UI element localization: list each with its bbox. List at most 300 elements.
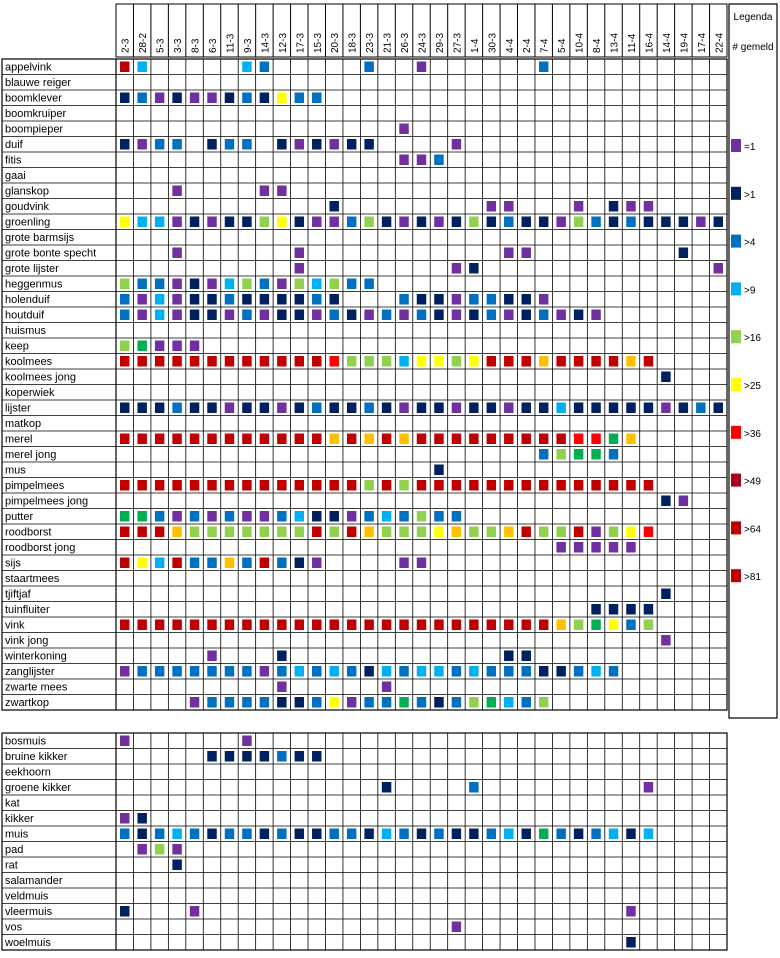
- cell-mark: [609, 666, 618, 677]
- cell-mark: [295, 434, 304, 445]
- cell-mark: [417, 558, 426, 569]
- cell-mark: [399, 310, 408, 321]
- cell-mark: [574, 201, 583, 212]
- cell-mark: [277, 666, 286, 677]
- cell-mark: [120, 93, 129, 104]
- cell-mark: [277, 310, 286, 321]
- cell-mark: [172, 341, 181, 352]
- cell-mark: [644, 356, 653, 367]
- cell-mark: [364, 279, 373, 290]
- cell-mark: [714, 217, 723, 228]
- cell-mark: [679, 496, 688, 507]
- cell-mark: [207, 620, 216, 631]
- cell-mark: [155, 139, 164, 150]
- cell-mark: [452, 697, 461, 708]
- cell-mark: [434, 155, 443, 166]
- cell-mark: [382, 829, 391, 840]
- row-label-glanskop: glanskop: [5, 185, 50, 198]
- cell-mark: [522, 666, 531, 677]
- cell-mark: [295, 697, 304, 708]
- cell-mark: [644, 217, 653, 228]
- cell-mark: [364, 620, 373, 631]
- cell-mark: [312, 217, 321, 228]
- cell-mark: [120, 310, 129, 321]
- cell-mark: [399, 511, 408, 522]
- cell-mark: [172, 480, 181, 491]
- cell-mark: [120, 217, 129, 228]
- legend-swatch: [731, 474, 741, 487]
- cell-mark: [556, 480, 565, 491]
- cell-mark: [172, 217, 181, 228]
- x-tick-label: 16-4: [644, 32, 656, 53]
- cell-mark: [591, 217, 600, 228]
- cell-mark: [260, 294, 269, 305]
- cell-mark: [277, 829, 286, 840]
- cell-mark: [539, 294, 548, 305]
- cell-mark: [312, 310, 321, 321]
- cell-mark: [347, 403, 356, 414]
- cell-mark: [120, 480, 129, 491]
- cell-mark: [207, 527, 216, 538]
- cell-mark: [312, 527, 321, 538]
- cell-mark: [644, 403, 653, 414]
- cell-mark: [696, 403, 705, 414]
- cell-mark: [556, 449, 565, 460]
- cell-mark: [137, 666, 146, 677]
- x-tick-label: 8-4: [592, 38, 604, 53]
- row-label-veldmuis: veldmuis: [5, 890, 49, 903]
- cell-mark: [312, 697, 321, 708]
- legend-label: >25: [744, 381, 761, 392]
- cell-mark: [225, 139, 234, 150]
- row-label-mus: mus: [5, 464, 26, 477]
- cell-mark: [190, 403, 199, 414]
- cell-mark: [277, 434, 286, 445]
- row-label-koolmees-jong: koolmees jong: [5, 371, 76, 384]
- cell-mark: [207, 139, 216, 150]
- row-label-goudvink: goudvink: [5, 201, 50, 213]
- cell-mark: [137, 62, 146, 73]
- cell-mark: [399, 480, 408, 491]
- cell-mark: [120, 813, 129, 824]
- cell-mark: [504, 356, 513, 367]
- cell-mark: [696, 217, 705, 228]
- cell-mark: [329, 201, 338, 212]
- cell-mark: [155, 93, 164, 104]
- cell-mark: [399, 829, 408, 840]
- legend-subtitle: # gemeld: [732, 42, 774, 53]
- row-label-grote-barmsijs: grote barmsijs: [5, 232, 75, 244]
- row-label-tjiftjaf: tjiftjaf: [5, 588, 31, 601]
- cell-mark: [120, 434, 129, 445]
- cell-mark: [295, 248, 304, 259]
- cell-mark: [242, 403, 251, 414]
- x-tick-label: 5-4: [557, 38, 569, 53]
- cell-mark: [312, 139, 321, 150]
- cell-mark: [242, 434, 251, 445]
- cell-mark: [434, 511, 443, 522]
- row-label-vleermuis: vleermuis: [5, 906, 53, 918]
- cell-mark: [661, 372, 670, 383]
- cell-mark: [207, 697, 216, 708]
- cell-mark: [190, 666, 199, 677]
- cell-mark: [609, 403, 618, 414]
- cell-mark: [522, 403, 531, 414]
- cell-mark: [452, 666, 461, 677]
- cell-mark: [522, 651, 531, 662]
- cell-mark: [609, 449, 618, 460]
- cell-mark: [120, 906, 129, 917]
- legend-label: >16: [744, 333, 761, 345]
- x-tick-label: 11-4: [626, 33, 638, 53]
- cell-mark: [574, 829, 583, 840]
- cell-mark: [295, 263, 304, 274]
- row-label-zwartkop: zwartkop: [5, 697, 50, 709]
- cell-mark: [329, 527, 338, 538]
- cell-mark: [155, 434, 164, 445]
- row-label-zwarte-mees: zwarte mees: [5, 681, 68, 694]
- cell-mark: [137, 813, 146, 824]
- cell-mark: [155, 527, 164, 538]
- cell-mark: [487, 620, 496, 631]
- cell-mark: [190, 93, 199, 104]
- cell-mark: [242, 93, 251, 104]
- cell-mark: [207, 93, 216, 104]
- cell-mark: [626, 403, 635, 414]
- cell-mark: [574, 356, 583, 367]
- cell-mark: [242, 62, 251, 73]
- cell-mark: [609, 542, 618, 553]
- cell-mark: [242, 279, 251, 290]
- cell-mark: [626, 434, 635, 445]
- cell-mark: [626, 201, 635, 212]
- cell-mark: [137, 294, 146, 305]
- cell-mark: [260, 480, 269, 491]
- cell-mark: [504, 666, 513, 677]
- cell-mark: [417, 697, 426, 708]
- cell-mark: [591, 356, 600, 367]
- cell-mark: [522, 434, 531, 445]
- cell-mark: [172, 844, 181, 855]
- cell-mark: [225, 93, 234, 104]
- cell-mark: [207, 279, 216, 290]
- cell-mark: [522, 310, 531, 321]
- row-label-putter: putter: [5, 511, 34, 523]
- cell-mark: [452, 217, 461, 228]
- cell-mark: [312, 829, 321, 840]
- cell-mark: [190, 279, 199, 290]
- cell-mark: [277, 751, 286, 762]
- cell-mark: [295, 527, 304, 538]
- cell-mark: [260, 62, 269, 73]
- cell-mark: [312, 434, 321, 445]
- cell-mark: [260, 279, 269, 290]
- cell-mark: [399, 666, 408, 677]
- cell-mark: [190, 341, 199, 352]
- cell-mark: [225, 403, 234, 414]
- row-label-boomkruiper: boomkruiper: [5, 108, 67, 120]
- legend-swatch: [731, 521, 741, 534]
- cell-mark: [225, 480, 234, 491]
- cell-mark: [469, 782, 478, 793]
- cell-mark: [539, 620, 548, 631]
- cell-mark: [364, 62, 373, 73]
- cell-mark: [504, 829, 513, 840]
- cell-mark: [312, 93, 321, 104]
- cell-mark: [277, 480, 286, 491]
- cell-mark: [225, 310, 234, 321]
- cell-mark: [399, 155, 408, 166]
- cell-mark: [295, 356, 304, 367]
- x-tick-label: 10-4: [574, 32, 586, 53]
- cell-mark: [487, 697, 496, 708]
- cell-mark: [172, 558, 181, 569]
- cell-mark: [155, 480, 164, 491]
- cell-mark: [137, 480, 146, 491]
- row-label-vink: vink: [5, 619, 25, 632]
- cell-mark: [469, 620, 478, 631]
- x-tick-label: 21-3: [382, 32, 394, 53]
- x-tick-label: 19-4: [679, 32, 691, 53]
- cell-mark: [137, 217, 146, 228]
- row-label-blauwe-reiger: blauwe reiger: [5, 77, 72, 89]
- cell-mark: [661, 496, 670, 507]
- cell-mark: [295, 751, 304, 762]
- cell-mark: [469, 829, 478, 840]
- cell-mark: [225, 511, 234, 522]
- cell-mark: [329, 666, 338, 677]
- cell-mark: [260, 527, 269, 538]
- cell-mark: [207, 217, 216, 228]
- cell-mark: [556, 403, 565, 414]
- row-label-keep: keep: [5, 340, 29, 353]
- cell-mark: [329, 310, 338, 321]
- cell-mark: [452, 356, 461, 367]
- row-label-vos: vos: [5, 921, 23, 934]
- cell-mark: [434, 310, 443, 321]
- cell-mark: [347, 620, 356, 631]
- cell-mark: [260, 751, 269, 762]
- cell-mark: [522, 480, 531, 491]
- row-label-pimpelmees-jong: pimpelmees jong: [5, 495, 89, 508]
- cell-mark: [574, 527, 583, 538]
- cell-mark: [120, 279, 129, 290]
- cell-mark: [661, 217, 670, 228]
- cell-mark: [260, 186, 269, 197]
- cell-mark: [260, 829, 269, 840]
- cell-mark: [120, 666, 129, 677]
- cell-mark: [137, 356, 146, 367]
- cell-mark: [242, 697, 251, 708]
- cell-mark: [190, 294, 199, 305]
- cell-mark: [172, 511, 181, 522]
- cell-mark: [364, 217, 373, 228]
- x-tick-label: 24-3: [417, 32, 429, 53]
- cell-mark: [417, 294, 426, 305]
- cell-mark: [609, 480, 618, 491]
- cell-mark: [399, 124, 408, 135]
- cell-mark: [155, 511, 164, 522]
- cell-mark: [364, 403, 373, 414]
- cell-mark: [452, 263, 461, 274]
- cell-mark: [225, 666, 234, 677]
- cell-mark: [137, 279, 146, 290]
- cell-mark: [277, 697, 286, 708]
- cell-mark: [155, 666, 164, 677]
- cell-mark: [225, 527, 234, 538]
- cell-mark: [504, 434, 513, 445]
- cell-mark: [225, 558, 234, 569]
- cell-mark: [522, 697, 531, 708]
- cell-mark: [295, 403, 304, 414]
- cell-mark: [137, 93, 146, 104]
- row-label-grote-lijster: grote lijster: [5, 263, 59, 275]
- cell-mark: [172, 434, 181, 445]
- cell-mark: [155, 620, 164, 631]
- cell-mark: [207, 356, 216, 367]
- cell-mark: [277, 186, 286, 197]
- cell-mark: [277, 217, 286, 228]
- cell-mark: [574, 434, 583, 445]
- cell-mark: [609, 829, 618, 840]
- x-tick-label: 2-3: [120, 38, 132, 53]
- cell-mark: [295, 217, 304, 228]
- cell-mark: [417, 666, 426, 677]
- cell-mark: [609, 434, 618, 445]
- cell-mark: [382, 527, 391, 538]
- cell-mark: [312, 511, 321, 522]
- cell-mark: [277, 620, 286, 631]
- cell-mark: [172, 829, 181, 840]
- cell-mark: [225, 279, 234, 290]
- cell-mark: [434, 403, 443, 414]
- cell-mark: [347, 356, 356, 367]
- cell-mark: [190, 310, 199, 321]
- cell-mark: [452, 829, 461, 840]
- row-label-sijs: sijs: [5, 557, 21, 570]
- cell-mark: [277, 527, 286, 538]
- cell-mark: [260, 356, 269, 367]
- cell-mark: [155, 294, 164, 305]
- cell-mark: [242, 511, 251, 522]
- cell-mark: [452, 922, 461, 933]
- cell-mark: [260, 666, 269, 677]
- cell-mark: [644, 201, 653, 212]
- cell-mark: [382, 511, 391, 522]
- cell-mark: [626, 217, 635, 228]
- cell-mark: [329, 139, 338, 150]
- row-label-houtduif: houtduif: [5, 309, 45, 322]
- cell-mark: [312, 480, 321, 491]
- legend-swatch: [731, 378, 741, 391]
- cell-mark: [679, 248, 688, 259]
- cell-mark: [260, 403, 269, 414]
- cell-mark: [539, 697, 548, 708]
- cell-mark: [172, 620, 181, 631]
- row-label-merel: merel: [5, 433, 33, 446]
- cell-mark: [434, 217, 443, 228]
- cell-mark: [644, 480, 653, 491]
- cell-mark: [714, 263, 723, 274]
- cell-mark: [591, 403, 600, 414]
- cell-mark: [522, 829, 531, 840]
- cell-mark: [225, 356, 234, 367]
- legend-frame: [729, 4, 777, 718]
- cell-mark: [242, 356, 251, 367]
- cell-mark: [434, 666, 443, 677]
- cell-mark: [626, 906, 635, 917]
- cell-mark: [434, 434, 443, 445]
- cell-mark: [277, 558, 286, 569]
- cell-mark: [207, 558, 216, 569]
- cell-mark: [242, 736, 251, 747]
- cell-mark: [172, 93, 181, 104]
- row-label-groene-kikker: groene kikker: [5, 782, 72, 794]
- cell-mark: [207, 829, 216, 840]
- cell-mark: [539, 356, 548, 367]
- cell-mark: [172, 294, 181, 305]
- cell-mark: [434, 620, 443, 631]
- cell-mark: [364, 666, 373, 677]
- cell-mark: [312, 666, 321, 677]
- cell-mark: [225, 217, 234, 228]
- cell-mark: [260, 511, 269, 522]
- x-tick-label: 29-3: [434, 32, 446, 53]
- x-tick-label: 6-3: [208, 38, 220, 53]
- row-label-winterkoning: winterkoning: [5, 650, 67, 663]
- cell-mark: [556, 829, 565, 840]
- cell-mark: [329, 434, 338, 445]
- cell-mark: [574, 403, 583, 414]
- cell-mark: [260, 697, 269, 708]
- cell-mark: [469, 480, 478, 491]
- cell-mark: [347, 434, 356, 445]
- cell-mark: [329, 511, 338, 522]
- legend-label: >4: [744, 237, 756, 249]
- cell-mark: [417, 310, 426, 321]
- cell-mark: [190, 217, 199, 228]
- cell-mark: [172, 139, 181, 150]
- row-label-gaai: gaai: [5, 170, 26, 182]
- row-label-appelvink: appelvink: [5, 61, 52, 74]
- cell-mark: [137, 341, 146, 352]
- x-tick-label: 28-2: [138, 32, 150, 53]
- cell-mark: [190, 511, 199, 522]
- row-label-merel-jong: merel jong: [5, 449, 57, 461]
- cell-mark: [347, 480, 356, 491]
- cell-mark: [329, 829, 338, 840]
- cell-mark: [172, 248, 181, 259]
- cell-mark: [487, 310, 496, 321]
- cell-mark: [329, 217, 338, 228]
- x-tick-label: 17-3: [295, 32, 307, 53]
- cell-mark: [626, 527, 635, 538]
- cell-mark: [295, 511, 304, 522]
- cell-mark: [539, 666, 548, 677]
- cell-mark: [487, 527, 496, 538]
- cell-mark: [295, 620, 304, 631]
- cell-mark: [609, 356, 618, 367]
- legend-label: >1: [744, 189, 756, 201]
- x-tick-label: 15-3: [312, 32, 324, 53]
- cell-mark: [137, 310, 146, 321]
- cell-mark: [242, 139, 251, 150]
- cell-mark: [295, 558, 304, 569]
- cell-mark: [644, 620, 653, 631]
- cell-mark: [295, 139, 304, 150]
- cell-mark: [452, 480, 461, 491]
- row-label-groenling: groenling: [5, 216, 51, 229]
